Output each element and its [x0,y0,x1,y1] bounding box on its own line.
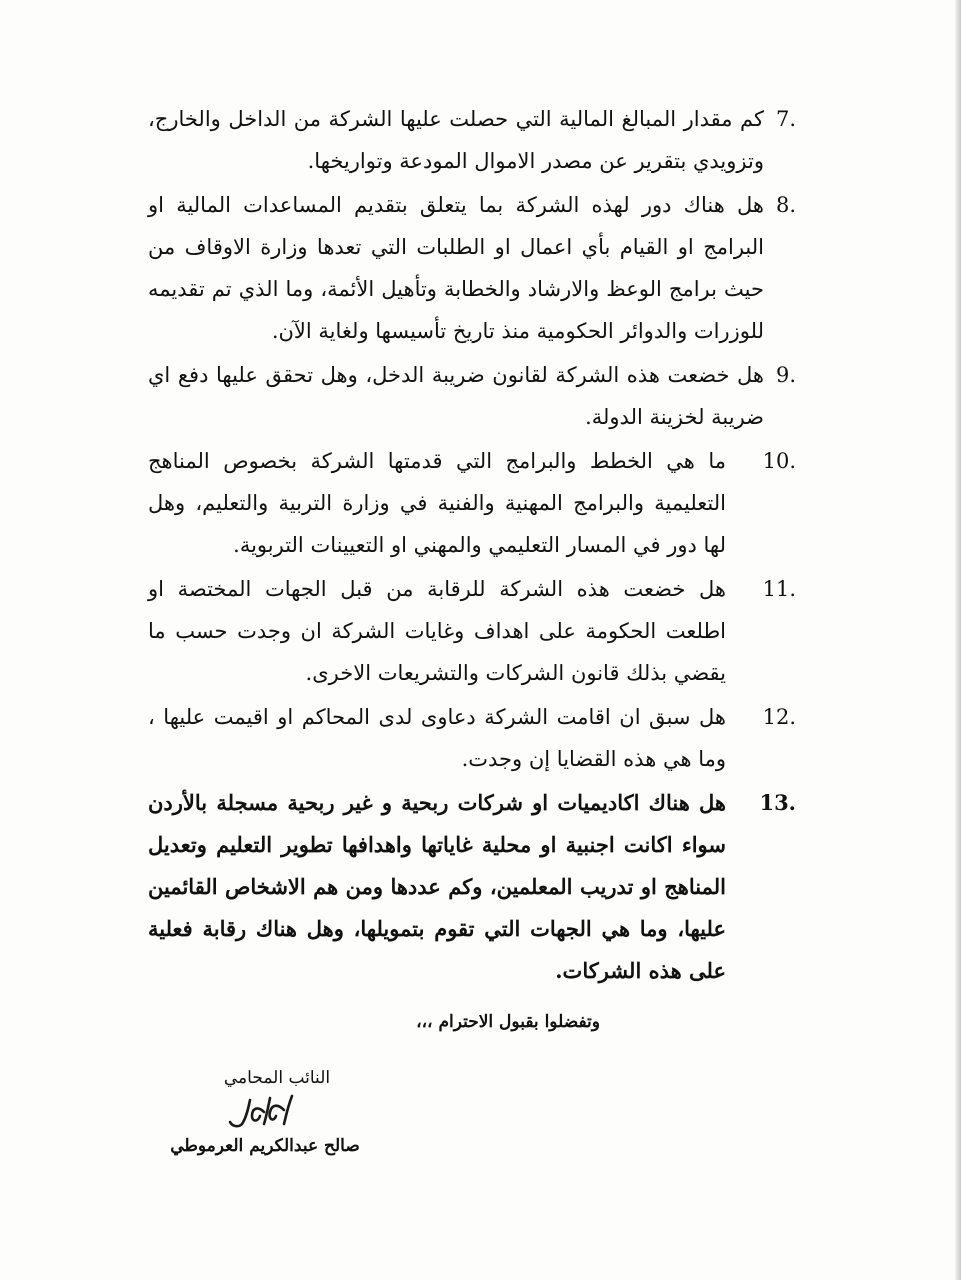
question-item-7 [148,98,796,182]
question-item-10 [148,440,796,566]
question-text: هل هناك اكاديميات او شركات ربحية و غير ربحية مسجلة بالأردن سواء اكانت اجنبية او محلية غاياتها واهدافها تطوير التعليم وتعديل المناهج او تدريب المعلمين، وكم عددها ومن هم الاشخاص القائمين عليها، وما هي الجهات التي تقوم بتمويلها، وهل هناك رقابة فعلية على هذه الشركات. [148,790,726,983]
question-item-9 [148,354,796,438]
question-text: هل هناك دور لهذه الشركة بما يتعلق بتقديم المساعدات المالية او البرامج او القيام بأي اعمال او الطلبات التي تعدها وزارة الاوقاف من حيث برامج الوعظ والارشاد والخطابة وتأهيل الأئمة، وما الذي تم تقديمه للوزرات والدوائر الحكومية منذ تاريخ تأسيسها ولغاية الآن. [148,193,764,343]
handwritten-signature [222,1090,302,1130]
question-number: 11. [762,577,796,601]
question-item-12 [148,696,796,780]
question-number: 9. [775,363,796,387]
question-text: هل سبق ان اقامت الشركة دعاوى لدى المحاكم او اقيمت عليها ، وما هي هذه القضايا إن وجدت. [148,705,726,771]
question-item-13 [148,782,796,992]
question-number: 8. [775,193,796,217]
signer-name: صالح عبدالكريم العرموطي [170,1136,360,1156]
page-edge-shadow [955,0,961,1280]
question-number: 10. [762,449,796,473]
question-number: 12. [762,705,796,729]
questions-list [148,98,796,992]
question-number: 13. [759,790,796,815]
question-text: كم مقدار المبالغ المالية التي حصلت عليها الشركة من الداخل والخارج، وتزويدي بتقرير عن مصدر الاموال المودعة وتواريخها. [148,107,764,173]
question-number: 7. [775,107,796,131]
question-text: ما هي الخطط والبرامج التي قدمتها الشركة بخصوص المناهج التعليمية والبرامج المهنية والفنية في وزارة التربية والتعليم، وهل لها دور في المسار التعليمي والمهني او التعيينات التربوية. [148,449,726,557]
question-item-11 [148,568,796,694]
question-text: هل خضعت هذه الشركة لقانون ضريبة الدخل، وهل تحقق عليها دفع اي ضريبة لخزينة الدولة. [148,363,764,429]
question-item-8 [148,184,796,352]
question-text: هل خضعت هذه الشركة للرقابة من قبل الجهات المختصة او اطلعت الحكومة على اهداف وغايات الشركة ان وجدت حسب ما يقضي بذلك قانون الشركات والتشريعات الاخرى. [148,577,726,685]
closing-salutation: وتفضلوا بقبول الاحترام ،،، [416,1012,600,1032]
signer-title: النائب المحامي [223,1068,331,1088]
